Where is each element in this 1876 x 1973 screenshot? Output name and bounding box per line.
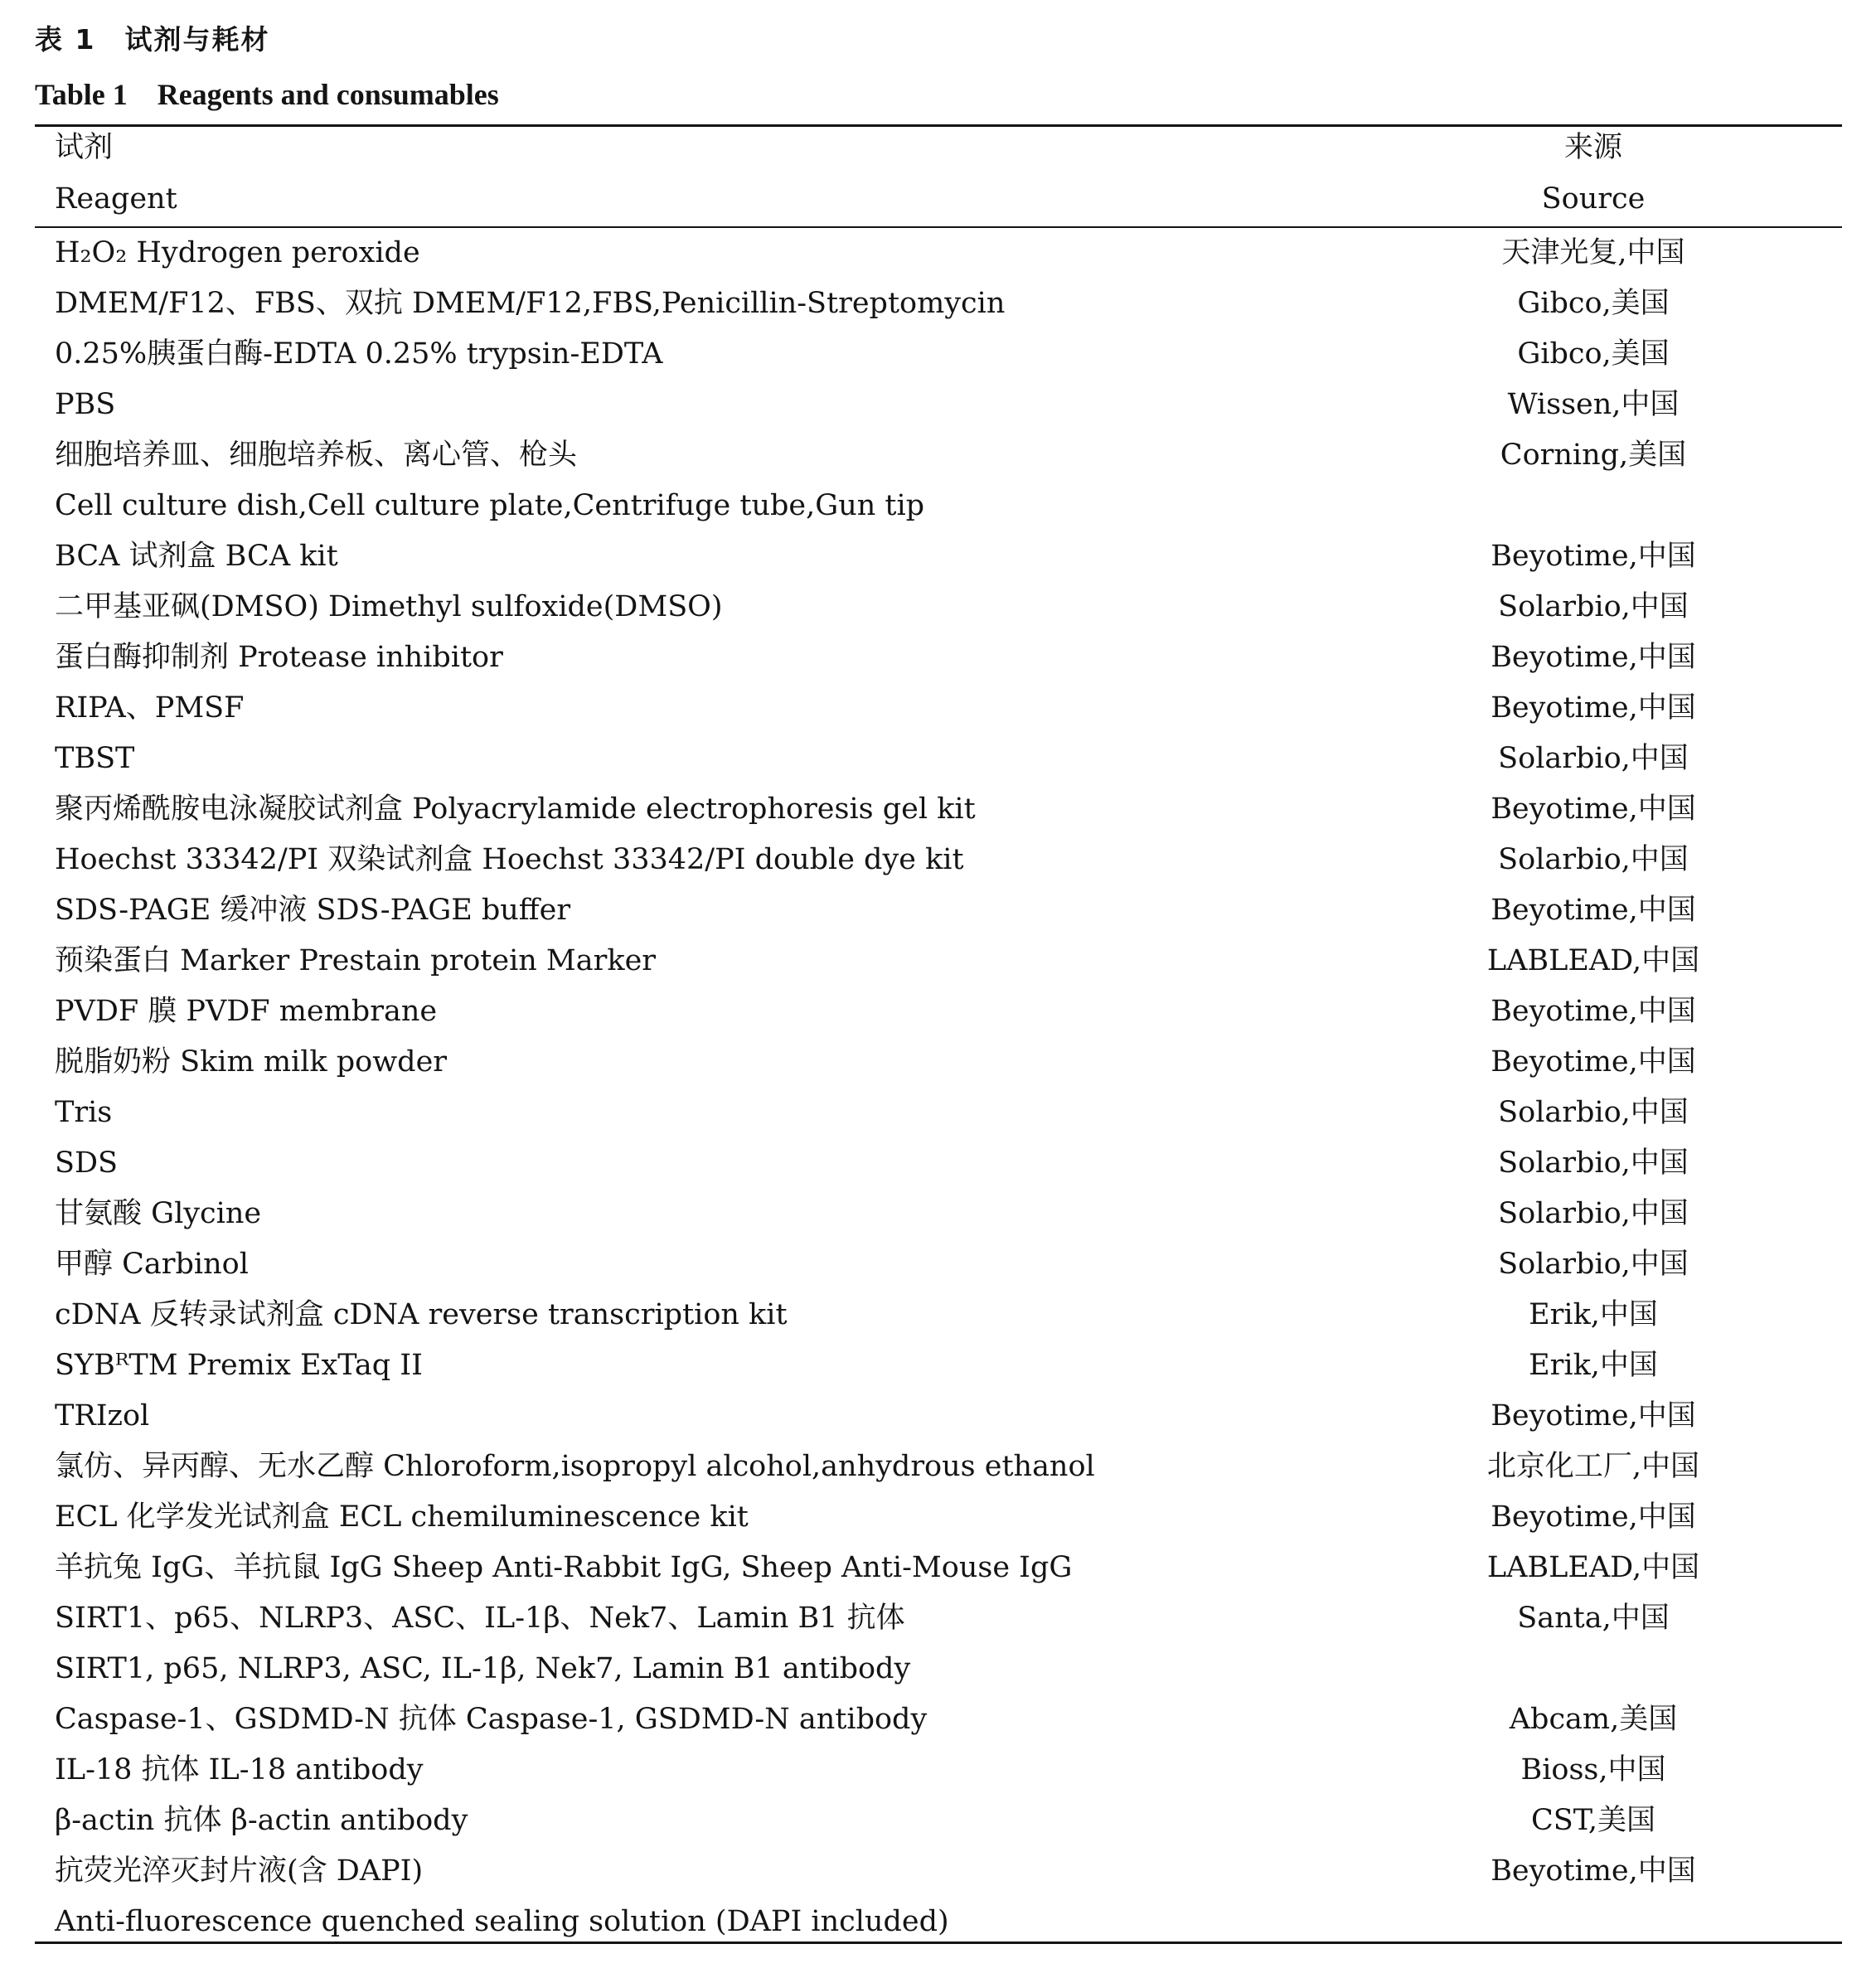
source-cell: Beyotime,中国 (1491, 1854, 1696, 1888)
reagent-cell: BCA 试剂盒 BCA kit (55, 540, 338, 573)
table-caption-en: Table 1 Reagents and consumables (35, 78, 499, 111)
source-cell: Solarbio,中国 (1498, 1096, 1689, 1129)
table-row (35, 789, 1842, 840)
source-cell: CST,美国 (1530, 1804, 1656, 1837)
table-row (35, 1902, 1842, 1952)
table-row (35, 1244, 1842, 1295)
table-row (35, 941, 1842, 991)
header-reagent (55, 131, 177, 234)
table-row (35, 739, 1842, 789)
table-row (35, 284, 1842, 334)
source-cell: Corning,美国 (1500, 439, 1687, 472)
source-cell: 天津光复,中国 (1501, 236, 1685, 269)
reagent-cell: 细胞培养皿、细胞培养板、离心管、枪头 (55, 439, 578, 472)
reagent-cell: β-actin 抗体 β-actin antibody (55, 1804, 468, 1837)
table-row (35, 587, 1842, 637)
table-row (35, 435, 1842, 486)
table-row (35, 1750, 1842, 1801)
source-cell: Wissen,中国 (1507, 388, 1680, 421)
table-row (35, 1851, 1842, 1902)
reagent-cell: 甲醇 Carbinol (55, 1248, 249, 1281)
table-body (35, 233, 1842, 1952)
table-caption-cn: 表 1 试剂与耗材 (35, 23, 270, 56)
header-reagent-en: Reagent (55, 182, 177, 216)
reagent-cell: 脱脂奶粉 Skim milk powder (55, 1045, 448, 1079)
table-row (35, 1396, 1842, 1447)
source-cell: Solarbio,中国 (1498, 590, 1689, 623)
source-cell: Solarbio,中国 (1498, 1146, 1689, 1180)
table-row (35, 637, 1842, 688)
source-cell: Santa,中国 (1517, 1602, 1670, 1635)
reagent-cell: 甘氨酸 Glycine (55, 1197, 262, 1230)
top-rule (35, 124, 1842, 127)
table-row (35, 1447, 1842, 1497)
table-row (35, 233, 1842, 284)
reagent-cell: 预染蛋白 Marker Prestain protein Marker (55, 944, 657, 977)
source-cell: Beyotime,中国 (1491, 1500, 1696, 1534)
source-cell: Gibco,美国 (1517, 287, 1670, 320)
reagent-cell: SIRT1, p65, NLRP3, ASC, IL-1β, Nek7, Lamin B1 antibody (55, 1652, 911, 1685)
source-cell: Erik,中国 (1529, 1349, 1658, 1382)
header-source (1428, 131, 1759, 234)
reagent-cell: 羊抗兔 IgG、羊抗鼠 IgG Sheep Anti-Rabbit IgG, Sheep Anti-Mouse IgG (55, 1551, 1073, 1584)
source-cell: Bioss,中国 (1520, 1753, 1666, 1786)
table-row (35, 688, 1842, 739)
header-source-cn: 来源 (1563, 131, 1622, 164)
reagent-cell: Caspase-1、GSDMD-N 抗体 Caspase-1, GSDMD-N antibody (55, 1703, 928, 1736)
reagent-cell: cDNA 反转录试剂盒 cDNA reverse transcription kit (55, 1298, 788, 1331)
reagent-cell: RIPA、PMSF (55, 691, 245, 725)
source-cell: Beyotime,中国 (1491, 641, 1696, 674)
reagent-cell: DMEM/F12、FBS、双抗 DMEM/F12,FBS,Penicillin-Streptomycin (55, 287, 1006, 320)
reagent-cell: Cell culture dish,Cell culture plate,Centrifuge tube,Gun tip (55, 489, 925, 522)
table-row (35, 536, 1842, 587)
source-cell: Beyotime,中国 (1491, 540, 1696, 573)
source-cell: Beyotime,中国 (1491, 1045, 1696, 1079)
source-cell: Abcam,美国 (1509, 1703, 1678, 1736)
table-row (35, 1548, 1842, 1598)
header-rule (35, 226, 1842, 228)
source-cell: LABLEAD,中国 (1486, 1551, 1700, 1584)
reagent-cell: PBS (55, 388, 116, 421)
source-cell: Solarbio,中国 (1498, 1248, 1689, 1281)
table-row (35, 1093, 1842, 1143)
header-reagent-cn: 试剂 (55, 131, 114, 164)
table-row (35, 1042, 1842, 1093)
source-cell: Solarbio,中国 (1498, 843, 1689, 876)
source-cell: Beyotime,中国 (1491, 995, 1696, 1028)
reagent-cell: ECL 化学发光试剂盒 ECL chemiluminescence kit (55, 1500, 749, 1534)
reagent-cell: SDS (55, 1146, 119, 1180)
source-cell: LABLEAD,中国 (1486, 944, 1700, 977)
source-cell: Beyotime,中国 (1491, 691, 1696, 725)
reagent-cell: 0.25%胰蛋白酶-EDTA 0.25% trypsin-EDTA (55, 337, 663, 371)
table-row (35, 1649, 1842, 1699)
source-cell: Beyotime,中国 (1491, 894, 1696, 927)
reagent-cell: 氯仿、异丙醇、无水乙醇 Chloroform,isopropyl alcohol,anhydrous ethanol (55, 1450, 1095, 1483)
reagent-cell: Anti-fluorescence quenched sealing solution (DAPI included) (55, 1905, 949, 1938)
reagent-cell: PVDF 膜 PVDF membrane (55, 995, 438, 1028)
table-row (35, 1497, 1842, 1548)
table-row (35, 334, 1842, 385)
reagent-cell: Hoechst 33342/PI 双染试剂盒 Hoechst 33342/PI double dye kit (55, 843, 964, 876)
source-cell: Solarbio,中国 (1498, 742, 1689, 775)
bottom-rule (35, 1941, 1842, 1944)
table-row (35, 1143, 1842, 1194)
source-cell: Erik,中国 (1529, 1298, 1658, 1331)
table-row (35, 1598, 1842, 1649)
table-row (35, 991, 1842, 1042)
reagent-cell: 二甲基亚砜(DMSO) Dimethyl sulfoxide(DMSO) (55, 590, 723, 623)
source-cell: Beyotime,中国 (1491, 793, 1696, 826)
reagent-cell: TBST (55, 742, 135, 775)
table-row (35, 1295, 1842, 1345)
table-row (35, 1699, 1842, 1750)
reagent-cell: TRIzol (55, 1399, 150, 1432)
header-source-en: Source (1541, 182, 1646, 216)
reagent-cell: SYBᴿTM Premix ExTaq II (55, 1349, 423, 1382)
source-cell: 北京化工厂,中国 (1486, 1450, 1700, 1483)
table-row (35, 486, 1842, 536)
reagent-cell: IL-18 抗体 IL-18 antibody (55, 1753, 424, 1786)
source-cell: Gibco,美国 (1517, 337, 1670, 371)
table-row (35, 890, 1842, 941)
reagent-cell: 抗荧光淬灭封片液(含 DAPI) (55, 1854, 424, 1888)
source-cell: Solarbio,中国 (1498, 1197, 1689, 1230)
reagent-cell: SDS-PAGE 缓冲液 SDS-PAGE buffer (55, 894, 571, 927)
reagent-cell: 聚丙烯酰胺电泳凝胶试剂盒 Polyacrylamide electrophoresis gel kit (55, 793, 976, 826)
reagent-cell: 蛋白酶抑制剂 Protease inhibitor (55, 641, 503, 674)
reagent-cell: H₂O₂ Hydrogen peroxide (55, 236, 420, 269)
table-row (35, 385, 1842, 435)
table-row (35, 840, 1842, 890)
reagent-cell: SIRT1、p65、NLRP3、ASC、IL-1β、Nek7、Lamin B1 抗体 (55, 1602, 905, 1635)
reagent-cell: Tris (55, 1096, 113, 1129)
table-row (35, 1345, 1842, 1396)
table-row (35, 1194, 1842, 1244)
source-cell: Beyotime,中国 (1491, 1399, 1696, 1432)
table-row (35, 1801, 1842, 1851)
